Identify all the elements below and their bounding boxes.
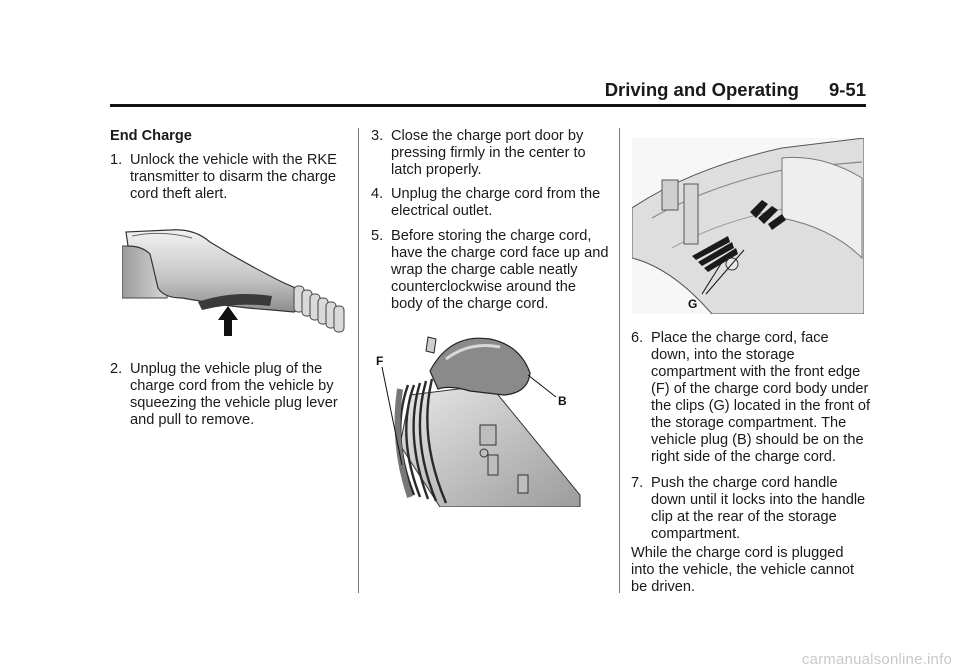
step-number: 7. — [631, 475, 644, 491]
step-2 — [110, 361, 352, 429]
page-number: 9-51 — [828, 79, 866, 100]
watermark: carmanualsonline.info — [801, 651, 952, 668]
step-number: 6. — [631, 330, 644, 346]
step-number: 5. — [371, 228, 384, 244]
section-title: Driving and Operating — [604, 79, 799, 100]
column-divider-2 — [619, 128, 620, 593]
step-text: Unlock the vehicle with the RKE transmitter to disarm the charge cord theft alert. — [130, 152, 337, 202]
charge-cable — [294, 286, 344, 332]
label-b: B — [558, 394, 567, 408]
label-g: G — [688, 297, 698, 311]
step-number: 1. — [110, 152, 123, 168]
driving-note: While the charge cord is plugged into the vehicle, the vehicle cannot be driven. — [631, 545, 855, 595]
figure-storage-compartment — [632, 138, 864, 314]
step-text: Before storing the charge cord, have the charge cord face up and wrap the charge cable neatly counterclockwise around the body of the charge cord. — [391, 228, 609, 312]
step-number: 2. — [110, 361, 123, 377]
step-text: Close the charge port door by pressing firmly in the center to latch properly. — [391, 128, 586, 178]
figure-wrap-charge-cord — [370, 325, 582, 507]
step-text: Unplug the charge cord from the electrical outlet. — [391, 186, 601, 219]
label-f: F — [376, 354, 384, 368]
step-number: 3. — [371, 128, 384, 144]
step-3 — [371, 128, 611, 179]
step-text: Push the charge cord handle down until it locks into the handle clip at the rear of the storage compartment. — [651, 475, 866, 542]
section-heading: End Charge — [110, 128, 192, 144]
step-1 — [110, 152, 348, 203]
up-arrow-icon — [218, 306, 238, 336]
step-text: Place the charge cord, face down, into the storage compartment with the front edge (F) of the charge cord body under the clips (G) located in the front of the storage compartment. The vehicle plug (B) should be on the right side of the charge cord. — [651, 330, 871, 465]
step-7 — [631, 475, 871, 543]
step-text: Unplug the vehicle plug of the charge cord from the vehicle by squeezing the vehicle plug lever and pull to remove. — [130, 361, 338, 428]
step-4 — [371, 186, 611, 220]
step-6 — [631, 330, 871, 466]
step-number: 4. — [371, 186, 384, 202]
page-header — [110, 78, 866, 107]
figure-unplug-vehicle-plug — [122, 224, 348, 342]
step-5 — [371, 228, 611, 313]
column-divider-1 — [358, 128, 359, 593]
